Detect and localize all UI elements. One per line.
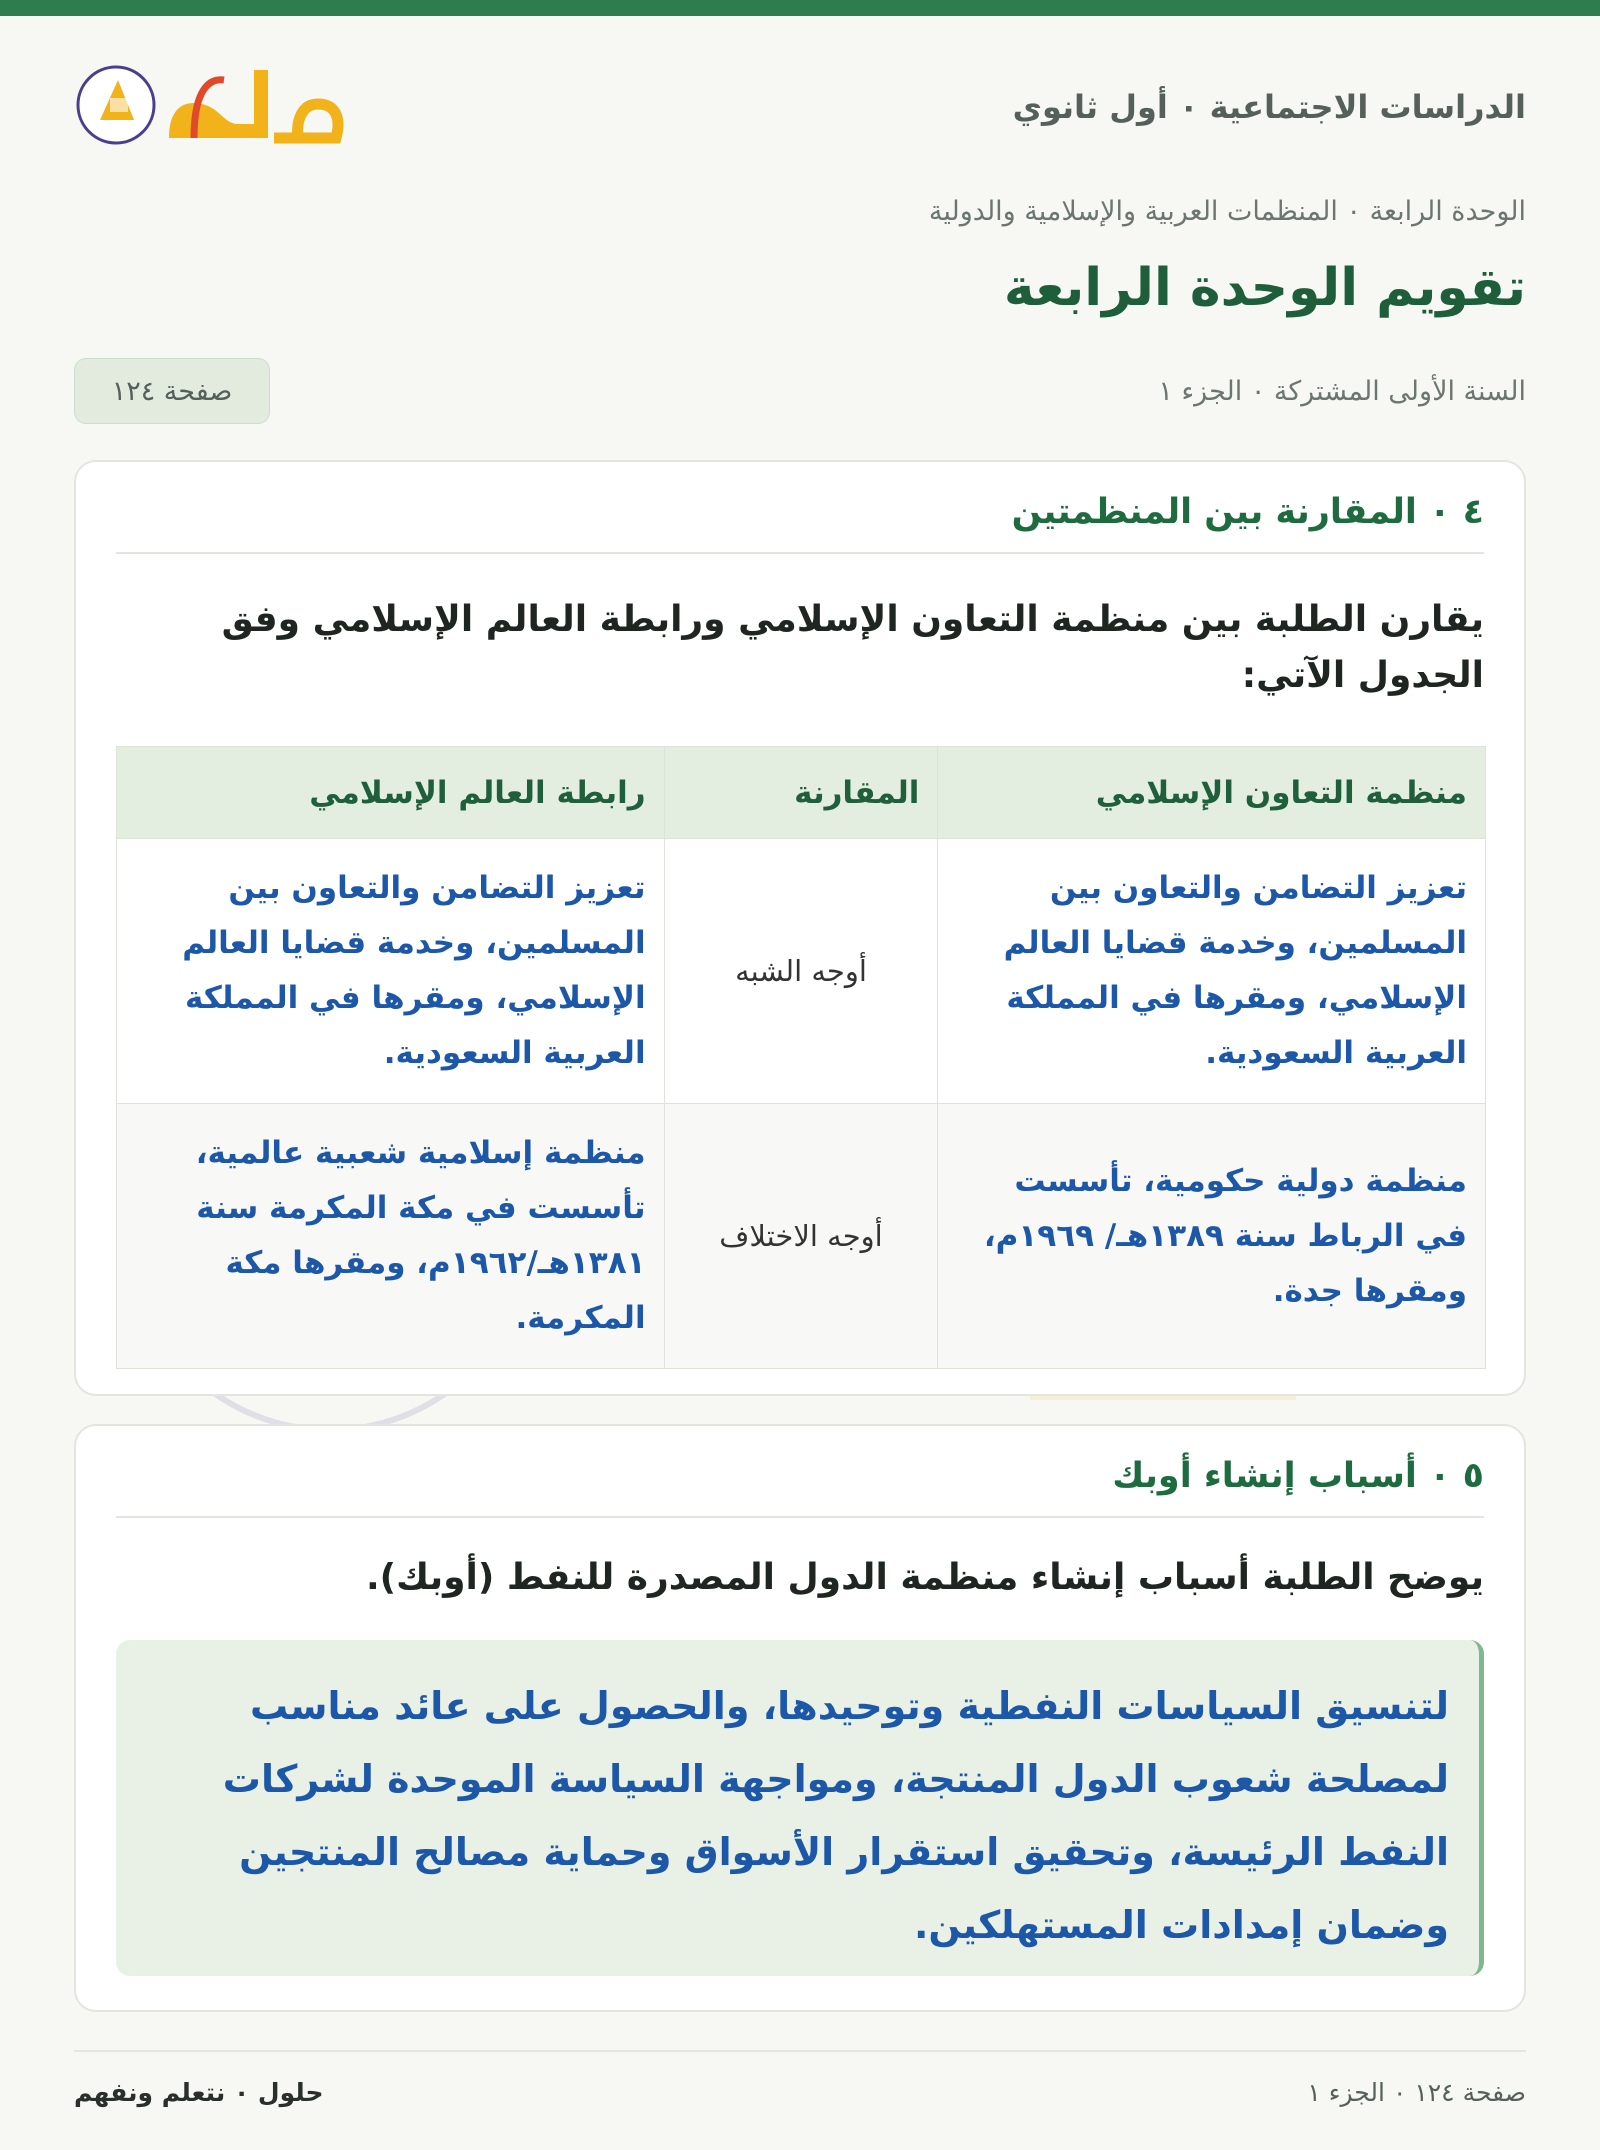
answer-cell-oic: منظمة دولية حكومية، تأسست في الرباط سنة ١٣٨٩هـ/ ١٩٦٩م، ومقرها جدة. <box>938 1104 1486 1369</box>
answer-box: لتنسيق السياسات النفطية وتوحيدها، والحصول على عائد مناسب لمصلحة شعوب الدول المنتجة، ومواجهة السياسة الموحدة لشركات النفط الرئيسة، وتحقيق استقرار الأسواق وحماية مصالح المنتجين وضمان إمدادات المستهلكين. <box>116 1640 1484 1976</box>
answer-cell-mwl: تعزيز التضامن والتعاون بين المسلمين، وخدمة قضايا العالم الإسلامي، ومقرها في المملكة العربية السعودية. <box>117 839 665 1104</box>
question-text: يوضح الطلبة أسباب إنشاء منظمة الدول المصدرة للنفط (أوبك). <box>365 1557 1484 1598</box>
answer-cell-oic: تعزيز التضامن والتعاون بين المسلمين، وخدمة قضايا العالم الإسلامي، ومقرها في المملكة العربية السعودية. <box>938 839 1486 1104</box>
row-label: أوجه الاختلاف <box>664 1104 938 1369</box>
comparison-card <box>74 460 1526 1396</box>
footer-page-info: صفحة ١٢٤ ٠ الجزء ١ <box>1307 2078 1526 2107</box>
subject-title: الدراسات الاجتماعية ٠ أول ثانوي <box>1012 88 1526 126</box>
row-label: أوجه الشبه <box>664 839 938 1104</box>
answer-cell-mwl: منظمة إسلامية شعبية عالمية، تأسست في مكة المكرمة سنة ١٣٨١هـ/١٩٦٢م، ومقرها مكة المكرمة. <box>117 1104 665 1369</box>
table-header-row <box>117 747 1486 839</box>
table-row <box>117 839 1486 1104</box>
page-header <box>74 50 1526 160</box>
section-title: ٥ ٠ أسباب إنشاء أوبك <box>116 1456 1484 1518</box>
top-accent-bar <box>0 0 1600 16</box>
column-header-mwl: رابطة العالم الإسلامي <box>117 747 665 839</box>
page-number-badge: صفحة ١٢٤ <box>74 358 270 424</box>
table-row <box>117 1104 1486 1369</box>
section-title: ٤ ٠ المقارنة بين المنظمتين <box>116 492 1484 554</box>
column-header-oic: منظمة التعاون الإسلامي <box>938 747 1486 839</box>
footer-tagline: حلول ٠ نتعلم ونفهم <box>74 2078 324 2107</box>
page-title: تقويم الوحدة الرابعة <box>1003 258 1526 318</box>
course-meta: السنة الأولى المشتركة ٠ الجزء ١ <box>1158 376 1526 407</box>
column-header-comparison: المقارنة <box>664 747 938 839</box>
footer-divider <box>74 2050 1526 2052</box>
hulul-logo[interactable] <box>74 50 344 160</box>
question-text: يقارن الطلبة بين منظمة التعاون الإسلامي ورابطة العالم الإسلامي وفق الجدول الآتي: <box>221 599 1484 696</box>
comparison-table <box>116 746 1486 1369</box>
unit-subtitle: الوحدة الرابعة ٠ المنظمات العربية والإسلامية والدولية <box>928 196 1526 227</box>
opec-card <box>74 1424 1526 2012</box>
